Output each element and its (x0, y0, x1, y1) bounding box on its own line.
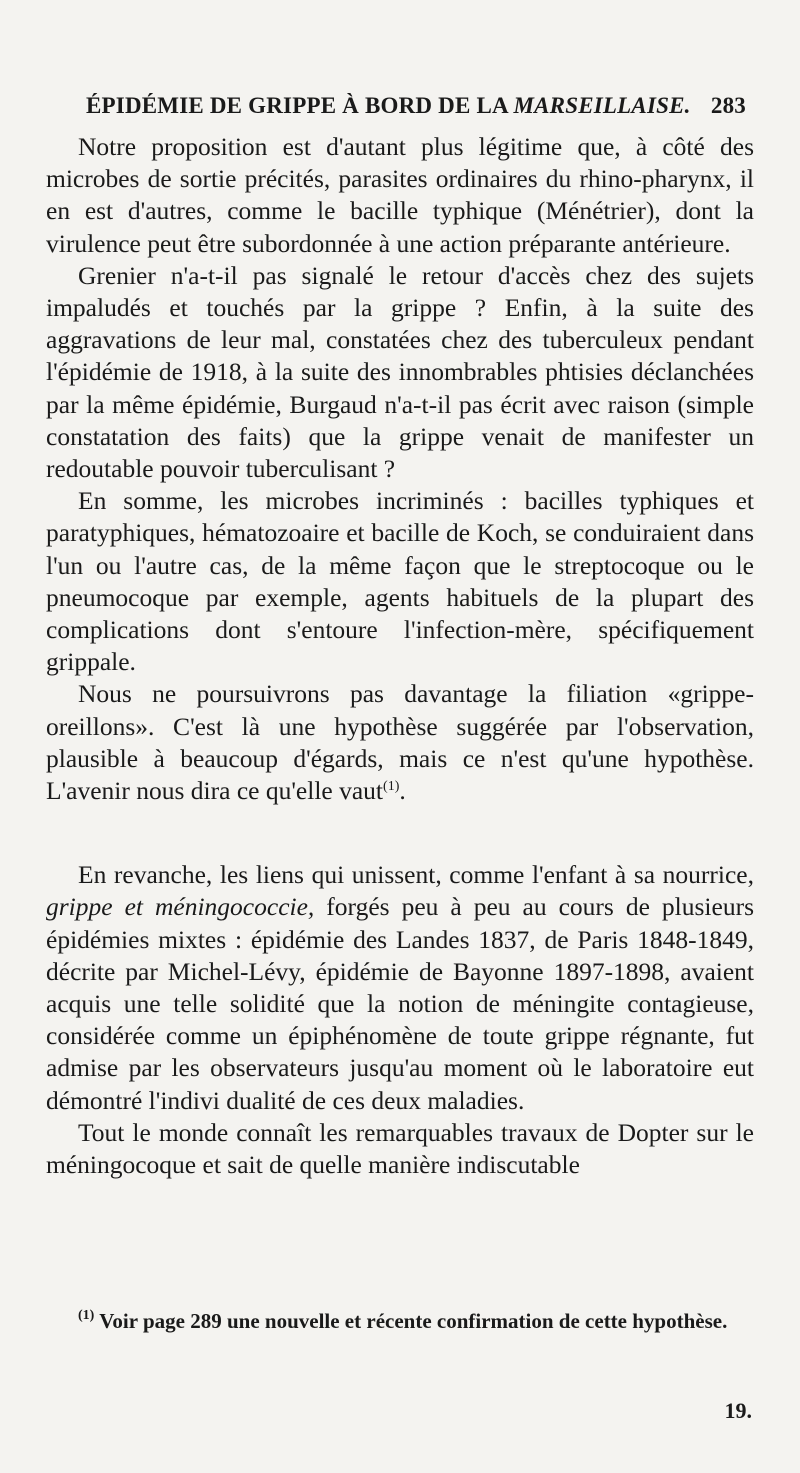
italic-phrase: grippe et méningococcie, (46, 892, 315, 922)
signature-mark: 19. (724, 1398, 752, 1423)
paragraph-4: Nous ne poursuivrons pas davantage la filiation «grippe-oreillons». C'est là une hypothèse suggérée par l'observation, plausible à beaucoup d'égards, mais ce n'est qu'une hypothèse. L'avenir nous dira ce qu'elle vaut$^{(1)}$. (46, 679, 754, 806)
running-header (86, 88, 746, 124)
page-number: 283 (710, 93, 746, 118)
ship-name: MARSEILLAISE. (513, 93, 691, 118)
footnote-marker: (1) (78, 1308, 95, 1323)
paragraph-5: En revanche, les liens qui unissent, comme l'enfant à sa nourrice, grippe et méningococcie, forgés peu à peu au cours de plusieurs épidémies mixtes : épidémie des Landes 1837, de Paris 1848-1849, décrite par Michel-Lévy, épidémie de Bayonne 1897-1898, avaient acquis une telle solidité que la notion de méningite contagieuse, considérée comme un épiphénomène de toute grippe régnante, fut admise par les observateurs jusqu'au moment où le laboratoire eut démontré l'indivi dualité de ces deux maladies. (46, 860, 754, 1115)
paragraph-3: En somme, les microbes incriminés : bacilles typhiques et paratyphiques, hématozoaire et bacille de Koch, se conduiraient dans l'un ou l'autre cas, de la même façon que le streptocoque ou le pneumocoque par exemple, agents habituels de la plupart des complications dont s'entoure l'infection-mère, spécifiquement grippale. (46, 486, 754, 677)
paragraph-1: Notre proposition est d'autant plus légitime que, à côté des microbes de sortie précités, parasites ordinaires du rhino-pharynx, il en est d'autres, comme le bacille typhique (Ménétrier), dont la virulence peut être subordonnée à une action préparante antérieure. (46, 132, 754, 258)
footnote (46, 1306, 754, 1336)
footnote-reference: (1) (383, 779, 400, 795)
paragraph-2: Grenier n'a-t-il pas signalé le retour d'accès chez des sujets impaludés et touchés par la grippe ? Enfin, à la suite des aggravations de leur mal, constatées chez des tuberculeux pendant l'épidémie de 1918, à la suite des innombrables phtisies déclanchées par la même épidémie, Burgaud n'a-t-il pas écrit avec raison (simple constatation des faits) que la grippe venait de manifester un redoutable pouvoir tuberculisant ? (46, 260, 754, 484)
paragraph-6: Tout le monde connaît les remarquables travaux de Dopter sur le méningocoque et sait de quelle manière indiscutable (46, 1117, 754, 1180)
footnote-text: Voir page 289 une nouvelle et récente confirmation de cette hypothèse. (94, 1309, 728, 1333)
body-text (46, 131, 754, 1181)
running-title: ÉPIDÉMIE DE GRIPPE À BORD DE LA MARSEILLAISE. (86, 93, 691, 118)
